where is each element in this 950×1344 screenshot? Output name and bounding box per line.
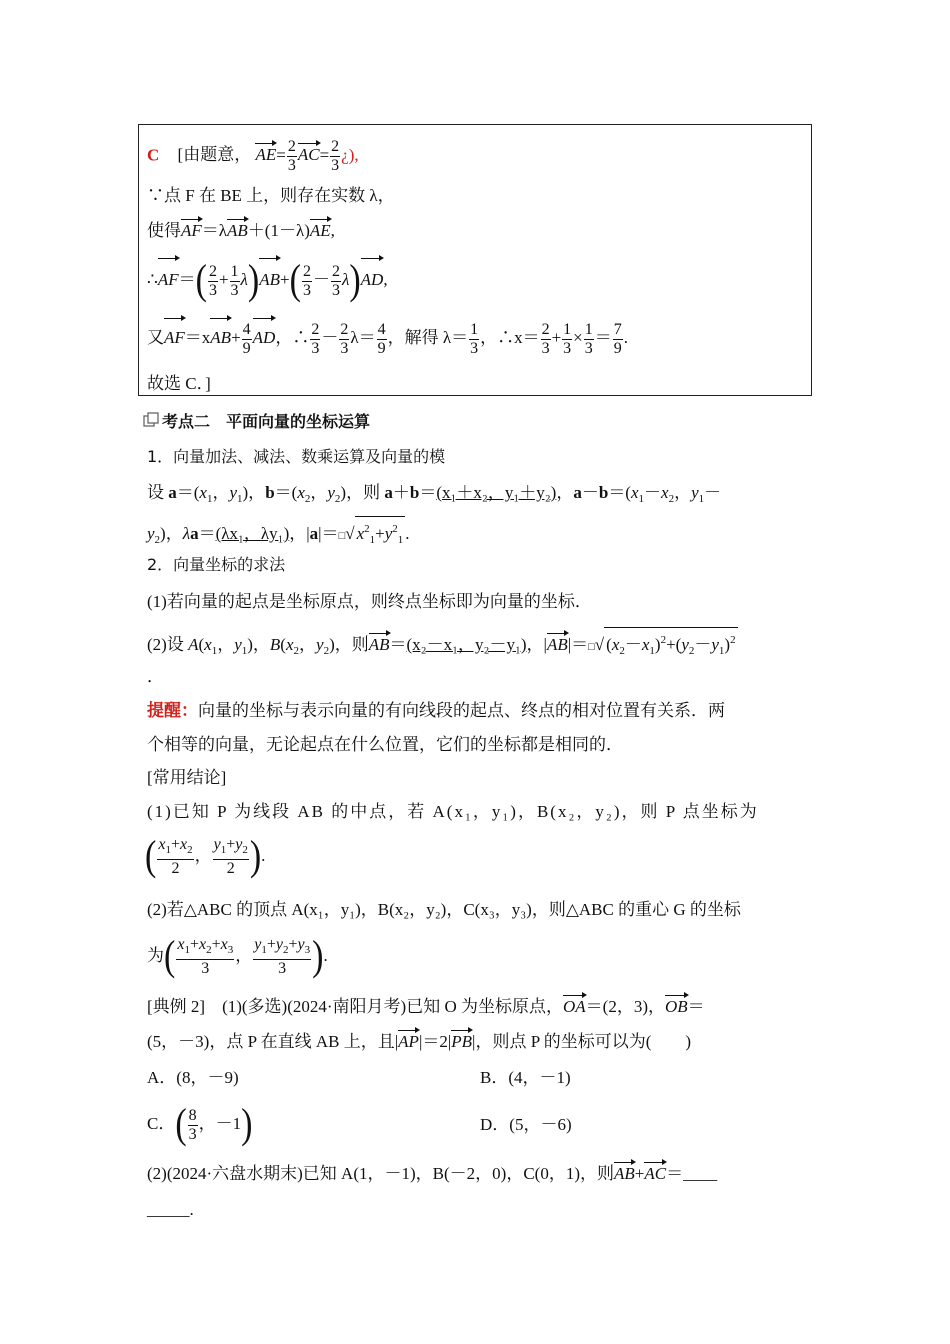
solution-line-5: 又AF＝xAB+ $\frac{4}{9}$ AD，∴ $\frac{2}{3}$ － $\frac{2}{3}$ λ＝ $\frac{4}{9}$ ，解得 λ＝ $\frac{1}{3}$ ，∴x＝ $\frac{2}{3}$ + $\frac{1}{3}$ × $\frac{1}{3}$ ＝ $\frac{7}{9}$ . xyxy=(147,318,628,358)
solution-line-3: 使得AF＝λAB＋(1－λ)AE, xyxy=(147,219,335,243)
paragraph-3-end: ． xyxy=(147,667,164,686)
solution-line-4: ∴AF＝( $\frac{2}{3}$ + $\frac{1}{3}$ λ)AB+( $\frac{2}{3}$ － $\frac{2}{3}$ λ)AD, xyxy=(147,257,388,304)
conclusion-1: (1)已知 P 为线段 AB 的中点，若 A(x₁，y₁)，B(x₂，y₂)，则 P 点坐标为 xyxy=(147,802,759,821)
heading-1: 1．向量加法、减法、数乘运算及向量的模 xyxy=(147,447,446,466)
reminder-line-2: 个相等的向量，无论起点在什么位置，它们的坐标都是相同的． xyxy=(147,735,623,754)
solution-line-6: 故选 C．] xyxy=(147,374,211,393)
answer-letter: C xyxy=(147,145,160,165)
conclusion-1-formula: ( $\frac{x_1+x_2}{2}$ ， $\frac{y_1+y_2}{2}$ ). xyxy=(145,833,266,880)
example-line-2: (5，－3)，点 P 在直线 AB 上，且|AP|＝2|PB|，则点 P 的坐标可以为( ) xyxy=(147,1030,691,1054)
paragraph-1-line-2: $y_2$)，λa＝(λx₁，λy₁)，|a|＝□√ $x^2_1+y^2_1$ . xyxy=(147,516,410,552)
paragraph-3: (2)设 $A(x_1$，$y_1$)，$B(x_2$，$y_2$)，则AB＝(x₂－x₁，y₂－y₁)，|AB|＝□√ $(x_2-x_1)^2+(y_2-y_1)^2$ xyxy=(147,627,738,663)
example-part-2-blank: _____. xyxy=(147,1200,194,1219)
solution-line-1: C [由题意， AE= $\frac{2}{3}$ AC= $\frac{2}{3}$ ¿), xyxy=(147,138,359,174)
conclusion-2-formula: 为( $\frac{x_1+x_2+x_3}{3}$ ， $\frac{y_1+y_2+y_3}{3}$ ). xyxy=(147,933,328,980)
conclusion-2: (2)若△ABC 的顶点 A(x₁，y₁)，B(x₂，y₂)，C(x₃，y₃)，则△ABC 的重心 G 的坐标 xyxy=(147,900,741,919)
paragraph-2: (1)若向量的起点是坐标原点，则终点坐标即为向量的坐标． xyxy=(147,592,592,611)
option-c[interactable]: C．( $\frac{8}{3}$ ，－1) xyxy=(147,1101,253,1148)
section-title: 考点二 平面向量的坐标运算 xyxy=(162,412,371,431)
paragraph-1-line-1: 设 $a=(x_1$，$y_1$)，$b=(x_2$，$y_2$)，则 a＋b＝(x₁＋x₂，y₁＋y₂)，$a-b=(x_1-x_2$，$y_1-$ xyxy=(147,483,722,505)
example-part-2: (2)(2024·六盘水期末)已知 A(1，－1)，B(－2，0)，C(0，1)，则AB+AC＝____ xyxy=(147,1162,717,1186)
solution-line-2: ∵点 F 在 BE 上，则存在实数 λ， xyxy=(147,186,395,205)
option-d[interactable]: D．(5，－6) xyxy=(480,1115,572,1134)
example-line-1: [典例 2] (1)(多选)(2024·南阳月考)已知 O 为坐标原点，OA＝(2，3)，OB＝ xyxy=(147,995,705,1019)
option-a[interactable]: A．(8，－9) xyxy=(147,1068,239,1087)
conclusions-heading: [常用结论] xyxy=(147,768,227,787)
heading-2: 2．向量坐标的求法 xyxy=(147,555,286,574)
section-marker-icon xyxy=(143,412,159,428)
reminder-line-1: 提醒：向量的坐标与表示向量的有向线段的起点、终点的相对位置有关系．两 xyxy=(147,701,725,720)
option-b[interactable]: B．(4，－1) xyxy=(480,1068,571,1087)
